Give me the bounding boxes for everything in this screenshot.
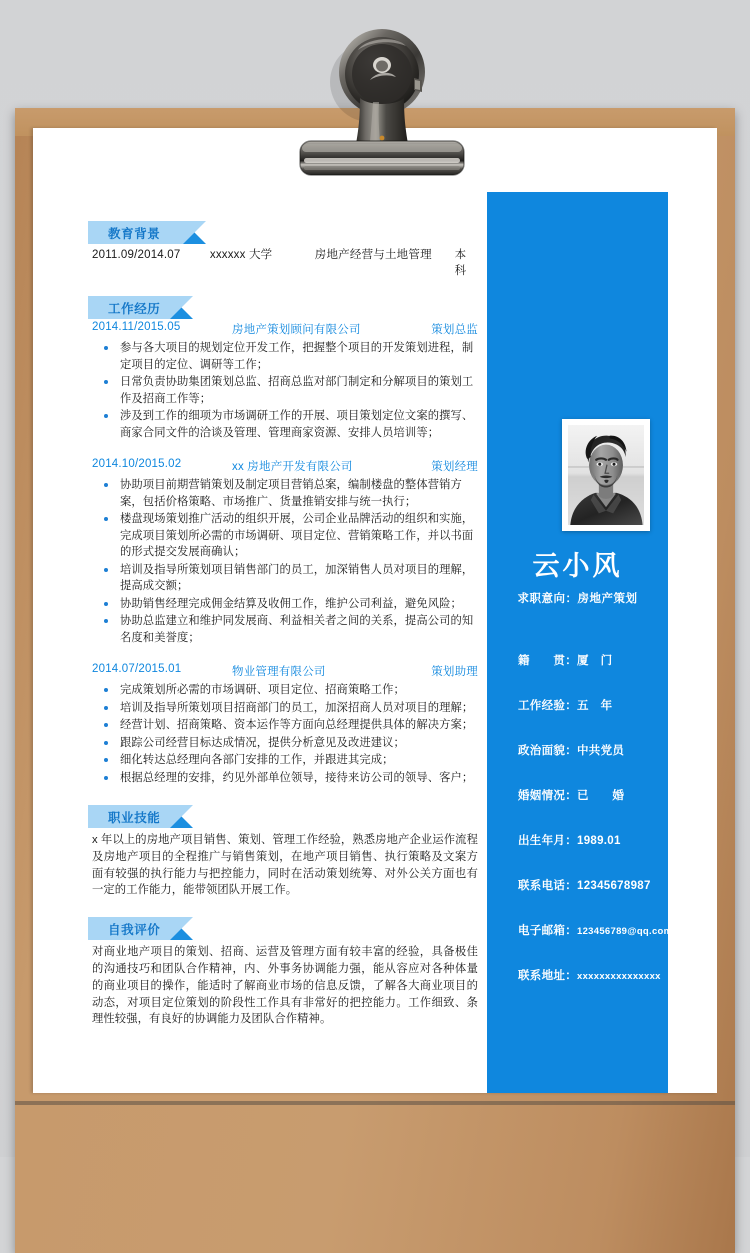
- info-value: 厦 门: [577, 655, 613, 667]
- job-position: 策划助理: [431, 666, 478, 678]
- job-position: 策划总监: [431, 324, 478, 336]
- job-header: [92, 663, 478, 679]
- list-item: 日常负责协助集团策划总监、招商总监对部门制定和分解项目的策划工作及招商工作等；: [88, 374, 478, 407]
- portrait-photo-icon: [568, 425, 644, 525]
- list-item: 培训及指导所策划项目招商部门的员工，加深招商人员对项目的理解；: [88, 700, 478, 717]
- list-item: 根据总经理的安排，约见外部单位领导，接待来访公司的领导、客户；: [88, 770, 478, 787]
- section-banner-evaluation: [88, 917, 208, 940]
- section-title: 教育背景: [108, 227, 161, 241]
- list-item: 协助总监建立和维护同发展商、利益相关者之间的关系，提高公司的知名度和美誉度；: [88, 613, 478, 646]
- info-row-work-experience: [518, 697, 668, 713]
- info-value: 1989.01: [577, 835, 621, 847]
- banner-light-triangle-icon: [170, 296, 193, 319]
- list-item: 完成策划所必需的市场调研、项目定位、招商策略工作；: [88, 682, 478, 699]
- info-label: 联系电话：: [518, 880, 577, 892]
- job-company: 房地产策划顾问有限公司: [232, 324, 361, 336]
- job-duties-list: [88, 340, 478, 441]
- education-degree: 本科: [454, 249, 467, 277]
- list-item: 跟踪公司经营目标达成情况，提供分析意见及改进建议；: [88, 735, 478, 752]
- info-label: 工作经验：: [518, 700, 577, 712]
- info-label: 政治面貌：: [518, 745, 577, 757]
- resume-paper: [33, 128, 717, 1093]
- info-label: 婚姻情况：: [518, 790, 577, 802]
- info-row-email: [518, 922, 673, 938]
- list-item: 协助项目前期营销策划及制定项目营销总案，编制楼盘的整体营销方案，包括价格策略、市场推广、货量推销安排与统一执行；: [88, 477, 478, 510]
- info-value: 123456789@qq.com: [577, 926, 673, 937]
- info-label: 出生年月：: [518, 835, 577, 847]
- job-duties-list: [88, 477, 478, 646]
- info-value: 12345678987: [577, 880, 651, 892]
- list-item: 经营计划、招商策略、资本运作等方面向总经理提供具体的解决方案；: [88, 717, 478, 734]
- section-title: 自我评价: [108, 923, 161, 938]
- section-banner-experience: [88, 296, 208, 319]
- info-row-political-status: [518, 742, 668, 758]
- section-title: 工作经历: [108, 302, 161, 316]
- list-item: 涉及到工作的细项为市场调研工作的开展、项目策划定位文案的撰写、商家合同文件的洽谈及管理、管理商家资源、安排人员培训等；: [88, 408, 478, 441]
- info-row-address: [518, 967, 668, 983]
- education-entry: [92, 246, 478, 278]
- list-item: 协助销售经理完成佣金结算及收佣工作，维护公司利益，避免风险；: [88, 596, 478, 613]
- skills-body: x 年以上的房地产项目销售、策划、管理工作经验，熟悉房地产企业运作流程及房地产项目的全程推广与销售策划，在地产项目销售、执行策略及文案方面有较强的执行能力与把控能力，同时在活动策划统筹、对外公关方面也有一定的工作能力，能带领团队开展工作。: [92, 834, 478, 897]
- list-item: 参与各大项目的规划定位开发工作，把握整个项目的开发策划进程，制定项目的定位、调研等工作；: [88, 340, 478, 373]
- info-label: 电子邮箱：: [518, 925, 577, 937]
- job-company: xx 房地产开发有限公司: [232, 461, 353, 473]
- person-name: 云小风: [532, 551, 623, 581]
- info-label: 联系地址：: [518, 970, 577, 982]
- bulldog-clip-icon: [272, 20, 492, 180]
- info-row-marital-status: [518, 787, 668, 803]
- info-label: 籍 贯：: [518, 655, 577, 667]
- job-header: [92, 458, 478, 474]
- list-item: 细化转达总经理向各部门安排的工作，并跟进其完成；: [88, 752, 478, 769]
- info-value: 已 婚: [577, 790, 625, 802]
- job-date: 2014.07/2015.01: [92, 663, 182, 675]
- profile-sidebar: [487, 192, 673, 1093]
- job-header: [92, 321, 478, 337]
- info-row-birth-date: [518, 832, 668, 848]
- job-company: 物业管理有限公司: [232, 666, 326, 678]
- job-intent: 求职意向：房地产策划: [517, 593, 638, 605]
- section-title: 职业技能: [108, 811, 161, 825]
- job-position: 策划经理: [431, 461, 478, 473]
- info-row-native-place: [518, 652, 668, 668]
- evaluation-body: 对商业地产项目的策划、招商、运营及管理方面有较丰富的经验，具备极佳的沟通技巧和团队合作精神，内、外事务协调能力强，能从容应对各种体量的商业项目的操作，能适时了解商业市场的信息反馈，了解各大商业项目的动态，对项目定位策划的阶段性工作具有非常好的把控能力。工作细致、条理性较强，有良好的协调能力及团队合作精神。: [92, 946, 478, 1026]
- job-duties-list: [88, 682, 478, 786]
- resume-content: [88, 221, 478, 1028]
- info-row-phone: [518, 877, 668, 893]
- section-banner-skills: [88, 805, 208, 828]
- section-banner-education: [88, 221, 208, 244]
- education-date: 2011.09/2014.07: [92, 249, 181, 261]
- education-major: 房地产经营与土地管理: [314, 249, 432, 261]
- profile-info-list: [518, 652, 673, 1012]
- banner-light-triangle-icon: [170, 917, 193, 940]
- avatar: [562, 419, 650, 531]
- list-item: 培训及指导所策划项目销售部门的员工，加深销售人员对项目的理解，提高成交额；: [88, 562, 478, 595]
- info-value: 中共党员: [577, 745, 625, 757]
- list-item: 楼盘现场策划推广活动的组织开展，公司企业品牌活动的组织和实施，完成项目策划所必需的市场调研、项目定位、营销策略工作，并以书面的形式提交发展商确认；: [88, 511, 478, 561]
- banner-light-triangle-icon: [170, 805, 193, 828]
- job-date: 2014.11/2015.05: [92, 321, 181, 333]
- education-school: xxxxxx 大学: [209, 249, 273, 261]
- info-value: xxxxxxxxxxxxxxx: [577, 971, 661, 982]
- info-value: 五 年: [577, 700, 613, 712]
- job-date: 2014.10/2015.02: [92, 458, 182, 470]
- clipboard-board-bottom-edge: [15, 1101, 735, 1105]
- banner-light-triangle-icon: [183, 221, 206, 244]
